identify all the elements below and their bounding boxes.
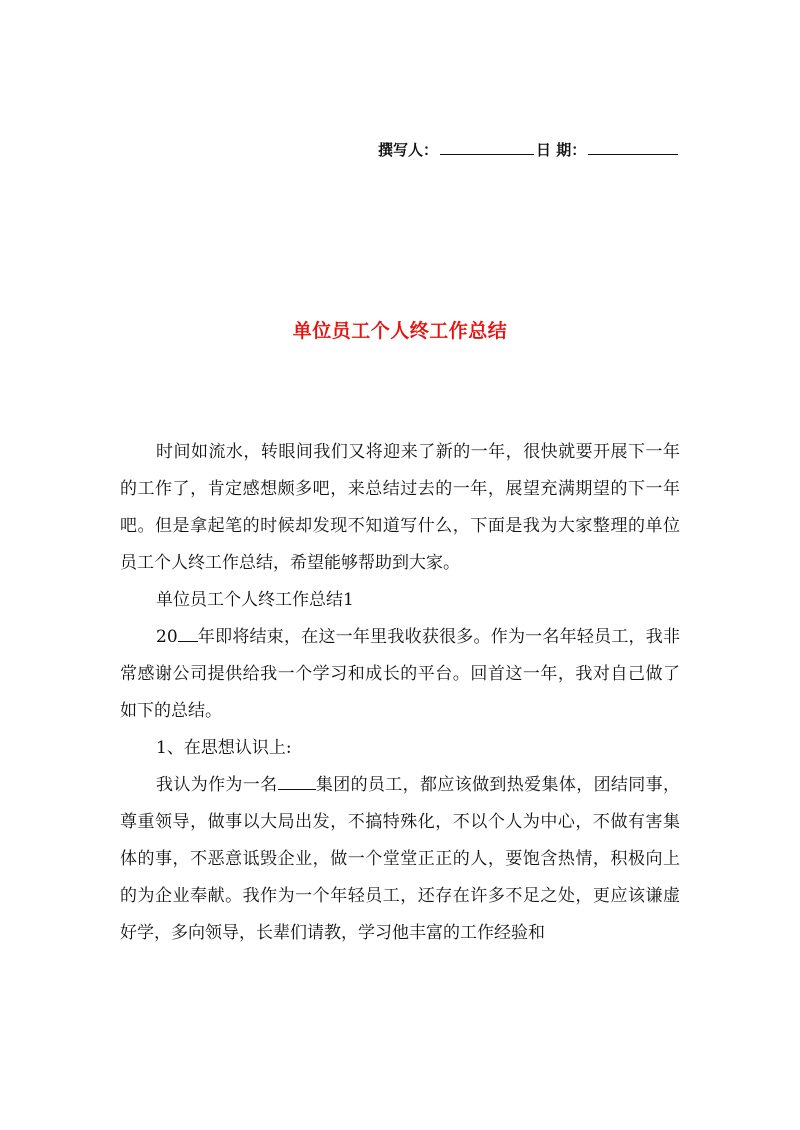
paragraph-2 bbox=[120, 767, 680, 952]
year-blank bbox=[178, 627, 198, 642]
company-blank bbox=[278, 775, 316, 790]
author-label: 撰写人： bbox=[378, 141, 439, 159]
header-signature-line bbox=[378, 139, 688, 160]
paragraph-2-text: 集团的员工，都应该做到热爱集体，团结同事，尊重领导，做事以大局出发，不搞特殊化，不以个人为中心，不做有害集体的事，不恶意诋毁企业，做一个堂堂正正的人，要饱含热情，积极向上的为企业奉献。我作为一个年轻员工，还存在许多不足之处，更应该谦虚好学，多向领导，长辈们请教，学习他丰富的工作经验和 bbox=[120, 775, 680, 943]
date-label: 日 期： bbox=[536, 141, 587, 159]
intro-paragraph: 时间如流水，转眼间我们又将迎来了新的一年，很快就要开展下一年的工作了，肯定感想颇多吧，来总结过去的一年，展望充满期望的下一年吧。但是拿起笔的时候却发现不知道写什么，下面是我为大家整理的单位员工个人终工作总结，希望能够帮助到大家。 bbox=[120, 442, 680, 573]
section-subtitle: 单位员工个人终工作总结1 bbox=[156, 590, 354, 610]
paragraph-1-text: 年即将结束，在这一年里我收获很多。作为一名年轻员工，我非常感谢公司提供给我一个学习和成长的平台。回首这一年，我对自己做了如下的总结。 bbox=[120, 627, 680, 721]
paragraph-1 bbox=[120, 619, 680, 730]
section-heading-1: 1、在思想认识上: bbox=[156, 738, 292, 758]
date-blank bbox=[588, 140, 678, 155]
paragraph-2-prefix: 我认为作为一名 bbox=[156, 775, 278, 795]
author-blank bbox=[440, 140, 534, 155]
document-title: 单位员工个人终工作总结 bbox=[292, 320, 508, 342]
paragraph-1-prefix: 20 bbox=[156, 627, 178, 647]
document-body bbox=[120, 434, 680, 952]
